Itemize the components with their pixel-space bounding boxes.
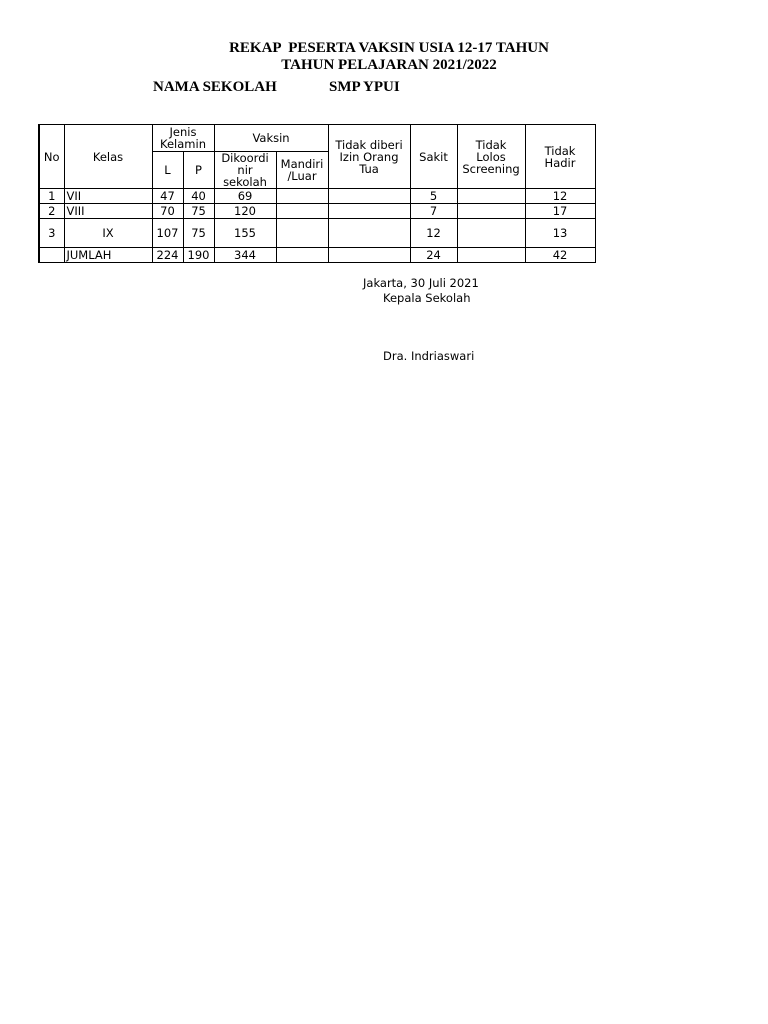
header-no: No: [39, 125, 64, 189]
cell-no: [39, 248, 64, 263]
cell-no: 3: [39, 219, 64, 248]
cell-mandiri: [276, 189, 328, 204]
cell-total-mandiri: [276, 248, 328, 263]
cell-l: 107: [152, 219, 183, 248]
cell-hadir: 17: [525, 204, 595, 219]
cell-hadir: 12: [525, 189, 595, 204]
cell-p: 75: [183, 204, 214, 219]
cell-sakit: 12: [410, 219, 457, 248]
cell-dikoordinir: 69: [214, 189, 276, 204]
header-p: P: [183, 152, 214, 189]
cell-mandiri: [276, 204, 328, 219]
cell-dikoordinir: 155: [214, 219, 276, 248]
cell-mandiri: [276, 219, 328, 248]
cell-no: 2: [39, 204, 64, 219]
table-row: [39, 189, 595, 204]
table-row: [39, 204, 595, 219]
cell-izin: [328, 219, 410, 248]
table-total-row: [39, 248, 595, 263]
school-name: SMP YPUI: [329, 79, 400, 95]
cell-total-label: JUMLAH: [64, 248, 152, 263]
cell-kelas: VII: [64, 189, 152, 204]
cell-total-dikoordinir: 344: [214, 248, 276, 263]
signature-name: Dra. Indriaswari: [383, 349, 475, 363]
cell-p: 75: [183, 219, 214, 248]
cell-total-p: 190: [183, 248, 214, 263]
cell-kelas: IX: [64, 219, 152, 248]
report-subtitle: TAHUN PELAJARAN 2021/2022: [281, 57, 497, 73]
cell-izin: [328, 189, 410, 204]
cell-p: 40: [183, 189, 214, 204]
cell-sakit: 7: [410, 204, 457, 219]
signature-position: Kepala Sekolah: [383, 291, 471, 305]
report-title: REKAP PESERTA VAKSIN USIA 12-17 TAHUN: [229, 40, 549, 56]
cell-lolos: [457, 204, 525, 219]
header-l: L: [152, 152, 183, 189]
cell-total-l: 224: [152, 248, 183, 263]
header-tidak-hadir: Tidak Hadir: [525, 125, 595, 189]
cell-dikoordinir: 120: [214, 204, 276, 219]
cell-total-izin: [328, 248, 410, 263]
cell-lolos: [457, 219, 525, 248]
cell-izin: [328, 204, 410, 219]
table-row: [39, 219, 595, 248]
cell-no: 1: [39, 189, 64, 204]
cell-total-lolos: [457, 248, 525, 263]
cell-kelas: VIII: [64, 204, 152, 219]
header-mandiri: Mandiri /Luar: [276, 152, 328, 189]
cell-total-hadir: 42: [525, 248, 595, 263]
header-sakit: Sakit: [410, 125, 457, 189]
table-header-row: [39, 125, 595, 152]
vaccine-recap-table: [38, 124, 596, 263]
cell-lolos: [457, 189, 525, 204]
cell-total-sakit: 24: [410, 248, 457, 263]
header-tidak-lolos-screening: Tidak Lolos Screening: [457, 125, 525, 189]
cell-l: 47: [152, 189, 183, 204]
header-dikoordinir: Dikoordi nir sekolah: [214, 152, 276, 189]
cell-sakit: 5: [410, 189, 457, 204]
signature-place-date: Jakarta, 30 Juli 2021: [363, 276, 479, 290]
header-jenis-kelamin: Jenis Kelamin: [152, 125, 214, 152]
cell-l: 70: [152, 204, 183, 219]
school-label: NAMA SEKOLAH: [153, 79, 277, 95]
header-vaksin: Vaksin: [214, 125, 328, 152]
header-tidak-diberi-izin: Tidak diberi Izin Orang Tua: [328, 125, 410, 189]
cell-hadir: 13: [525, 219, 595, 248]
header-kelas: Kelas: [64, 125, 152, 189]
